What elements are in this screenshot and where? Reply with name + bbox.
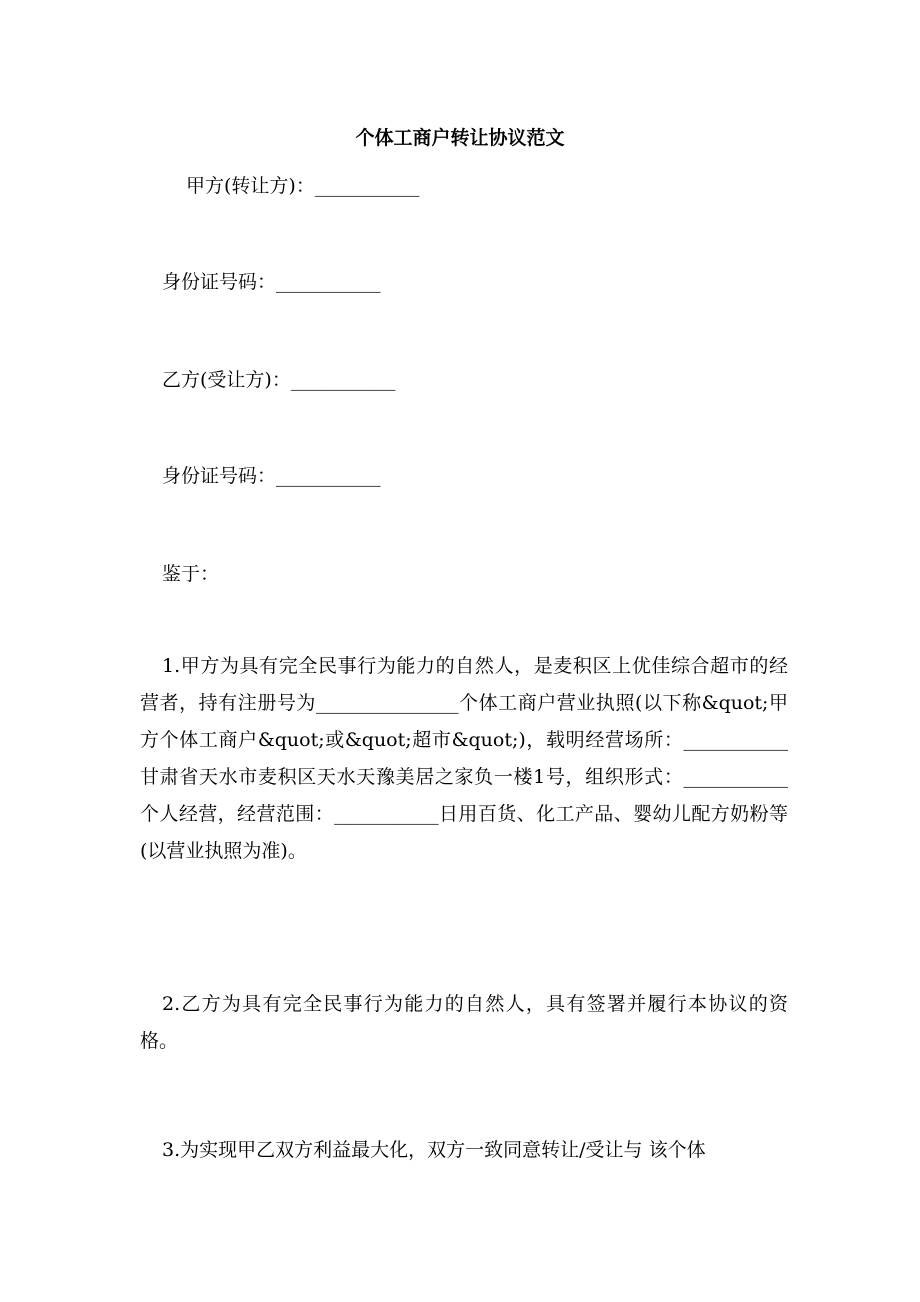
- whereas-heading: 鉴于：: [162, 563, 220, 585]
- party-b-id-line: 身份证号码：___________: [162, 465, 381, 487]
- party-a-id-line: 身份证号码：___________: [162, 271, 381, 293]
- party-b-line: 乙方(受让方)：___________: [162, 369, 396, 391]
- clause-3: 3.为实现甲乙双方利益最大化，双方一致同意转让/受让与 该个体: [162, 1139, 706, 1161]
- clause-1: 1.甲方为具有完全民事行为能力的自然人，是麦积区上优佳综合超市的经营者，持有注册号为_______________个体工商户营业执照(以下称&quot;甲方个体工商户&quot;或&quot;超市&quot;)，载明经营场所：___________甘肃省天水市麦积区天水天豫美居之家负一楼1号，组织形式：___________个人经营，经营范围：___________日用百货、化工产品、婴幼儿配方奶粉等(以营业执照为准)。: [140, 655, 788, 862]
- party-a-line: 甲方(转让方)：___________: [186, 175, 420, 197]
- clause-2: 2.乙方为具有完全民事行为能力的自然人，具有签署并履行本协议的资格。: [140, 993, 788, 1052]
- document-title: 个体工商户转让协议范文: [355, 127, 565, 149]
